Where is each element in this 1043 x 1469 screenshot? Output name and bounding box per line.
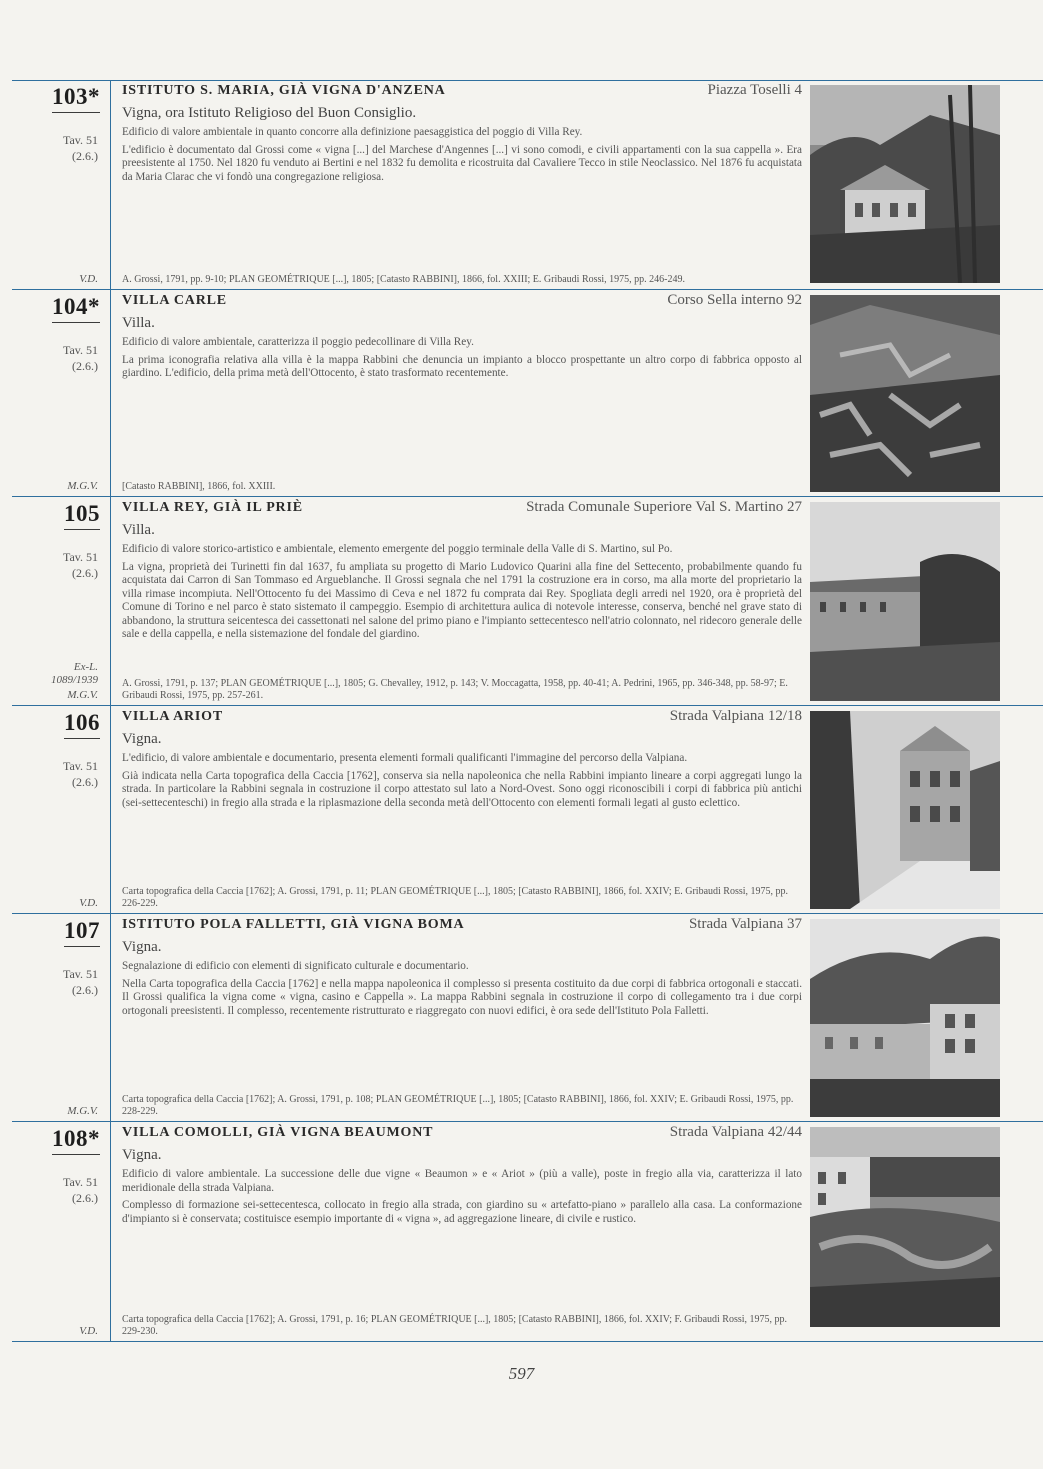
description-paragraph: Complesso di formazione sei-settecentesca, collocato in fregio alla strada, con giardino su « artefatto-piano » parallelo alla casa. La conformazione d'impianto si è conservata; costituisce esempio importante di « vigna », ad aggregazione lineare, di civile e rustico. xyxy=(122,1199,802,1225)
building-photo xyxy=(810,295,1000,492)
entry-description xyxy=(122,543,802,646)
catalog-entry-108 xyxy=(12,1122,1043,1342)
entry-type: Vigna. xyxy=(122,939,162,955)
entry-number: 105 xyxy=(64,501,100,530)
plate-label: Tav. 51 xyxy=(62,343,98,357)
building-photo xyxy=(810,85,1000,283)
entry-address: Piazza Toselli 4 xyxy=(707,82,802,98)
entry-content xyxy=(122,706,802,913)
plate-section: (2.6.) xyxy=(72,1191,98,1205)
legal-label: Ex-L. xyxy=(73,661,98,673)
author-initials: M.G.V. xyxy=(67,689,98,701)
entry-address: Strada Valpiana 42/44 xyxy=(669,1124,802,1140)
author-initials: M.G.V. xyxy=(67,1105,98,1117)
catalog-entry-107 xyxy=(12,914,1043,1122)
description-paragraph: Già indicata nella Carta topografica della Caccia [1762], conserva sia nella napoleonica che nella Rabbini impianto lineare a corpi aggregati lungo la strada. In particolare la Rabbini segnala in costruzione il corpo attestato sul lato a Nord-Ovest. Sono oggi riconoscibili i corpi di fabbrica più antichi (sei-settecenteschi) in fregio alla strada e la riplasmazione della seconda metà dell'Ottocento con elementi formali legati al gusto eclettico. xyxy=(122,769,802,809)
entry-description xyxy=(122,1168,802,1230)
entry-number: 107 xyxy=(64,918,100,947)
description-paragraph: La prima iconografia relativa alla villa è la mappa Rabbini che denuncia un impianto a blocco prospettante un altro corpo di fabbrica opposto al giardino. L'edificio, della prima metà dell'Ottocento, è stato trasformato recentemente. xyxy=(122,353,802,379)
entry-title: VILLA COMOLLI, GIÀ VIGNA BEAUMONT xyxy=(122,1125,434,1140)
building-photo xyxy=(810,502,1000,701)
bibliography: [Catasto RABBINI], 1866, fol. XXIII. xyxy=(122,481,276,492)
plate-reference xyxy=(63,342,98,374)
description-paragraph: Edificio di valore ambientale, caratterizza il poggio pedecollinare di Villa Rey. xyxy=(122,336,474,348)
description-paragraph: Edificio di valore ambientale in quanto concorre alla definizione paesaggistica del poggio di Villa Rey. xyxy=(122,126,583,138)
description-paragraph: Nella Carta topografica della Caccia [1762] e nella mappa napoleonica il complesso si presenta costituito da due corpi di fabbrica ortogonali e staccati. Il Grossi qualifica la vigna come « vigna, casino e Cappella ». La mappa Rabbini segnala in costruzione il corpo di collegamento tra i due corpi ortogonali preesistenti. Il complesso, recentemente ristrutturato e riaggregato con nuovi edifici, è ora sede dell'Istituto Pola Falletti. xyxy=(122,977,802,1017)
entry-description xyxy=(122,752,802,814)
plate-section: (2.6.) xyxy=(72,775,98,789)
photo-image xyxy=(810,85,1000,283)
title-row xyxy=(122,1125,802,1143)
entry-number: 106 xyxy=(64,710,100,739)
photo-image xyxy=(810,1127,1000,1327)
author-initials: V.D. xyxy=(79,897,98,909)
plate-label: Tav. 51 xyxy=(62,133,98,147)
description-paragraph: Edificio di valore ambientale. La successione delle due vigne « Beaumon » e « Ariot » (più a valle), poste in fregio alla via, caratterizza il lato meridionale della strada Valpiana. xyxy=(122,1168,802,1194)
description-paragraph: L'edificio, di valore ambientale e documentario, presenta elementi formali qualificanti l'immagine del percorso della Valpiana. xyxy=(122,752,688,764)
entry-title: VILLA ARIOT xyxy=(122,709,223,724)
catalog-entry-103 xyxy=(12,80,1043,290)
catalog-entry-106 xyxy=(12,706,1043,914)
title-row xyxy=(122,917,802,935)
title-row xyxy=(122,293,802,311)
plate-section: (2.6.) xyxy=(72,566,98,580)
plate-reference xyxy=(63,758,98,790)
description-paragraph: Edificio di valore storico-artistico e ambientale, elemento emergente del poggio terminale della Valle di S. Martino, sul Po. xyxy=(122,543,673,555)
entry-content xyxy=(122,497,802,705)
entry-sidebar xyxy=(12,80,111,289)
title-row xyxy=(122,83,802,101)
author-initials: V.D. xyxy=(79,1325,98,1337)
entry-title: ISTITUTO S. MARIA, GIÀ VIGNA D'ANZENA xyxy=(122,83,446,98)
photo-image xyxy=(810,502,1000,701)
entry-type: Villa. xyxy=(122,315,155,331)
entry-number: 108* xyxy=(52,1126,100,1155)
description-paragraph: L'edificio è documentato dal Grossi come « vigna [...] del Marchese d'Angennes [...] vi sono comodi, e civili appartamenti con la sua cappella ». Era preesistente al 1750. Nel 1820 fu venduto ai Bertini e nel 1832 fu demolita e ricostruita dal Cavaliere Tecco in stile Neoclassico. Nel 1876 fu acquistata da Maria Clarac che vi fondò una congregazione religiosa. xyxy=(122,143,802,183)
photo-image xyxy=(810,295,1000,492)
bibliography: Carta topografica della Caccia [1762]; A. Grossi, 1791, p. 16; PLAN GEOMÉTRIQUE [...], 1805; [Catasto RABBINI], 1866, fol. XXIV; F. Gribaudi Rossi, 1975, pp. 229-230. xyxy=(122,1314,788,1337)
entry-sidebar xyxy=(12,1122,111,1341)
entry-address: Corso Sella interno 92 xyxy=(667,292,802,308)
building-photo xyxy=(810,711,1000,909)
entry-title: VILLA REY, GIÀ IL PRIÈ xyxy=(122,500,303,515)
entry-type: Vigna, ora Istituto Religioso del Buon Consiglio. xyxy=(122,105,417,121)
entry-content xyxy=(122,1122,802,1341)
photo-image xyxy=(810,919,1000,1117)
entry-description xyxy=(122,336,802,385)
entry-type: Villa. xyxy=(122,522,155,538)
entry-title: ISTITUTO POLA FALLETTI, GIÀ VIGNA BOMA xyxy=(122,917,465,932)
entry-type: Vigna. xyxy=(122,731,162,747)
description-paragraph: La vigna, proprietà dei Turinetti fin dal 1637, fu ampliata su progetto di Mario Ludovico Quarini alla fine del Settecento, probabilmente quando fu acquistata dai Carron di San Tommaso ed Argueblanche. Il Grossi segnala che nel 1791 la costruzione era in corso, ma alla morte del proprietario la villa rimase incompiuta. Nell'Ottocento fu dei Massimo di Ceva e nel 1872 fu comprata dai Rey. Spogliata degli arredi nel 1920, ora è proprietà del Comune di Torino e nel parco è stato sistemato il campeggio. Esempio di architettura aulica di notevole interesse, conserva, benché nel grave stato di abbandono, la struttura seicentesca dei cassettonati nel salone del primo piano e l'impianto settecentesco nell'atrio colonnato, nel ridecoro generale delle sale e della cappella, e nella sistemazione del fondale del giardino. xyxy=(122,560,802,640)
plate-reference xyxy=(63,549,98,581)
entry-address: Strada Valpiana 37 xyxy=(688,916,802,932)
building-photo xyxy=(810,1127,1000,1327)
page-number: 597 xyxy=(508,1364,535,1383)
catalog-entry-104 xyxy=(12,290,1043,497)
building-photo xyxy=(810,919,1000,1117)
plate-section: (2.6.) xyxy=(72,149,98,163)
bibliography: Carta topografica della Caccia [1762]; A. Grossi, 1791, p. 11; PLAN GEOMÉTRIQUE [...], 1805; [Catasto RABBINI], 1866, fol. XXIV; E. Gribaudi Rossi, 1975, pp. 226-229. xyxy=(122,886,789,909)
catalog-entry-105 xyxy=(12,497,1043,706)
plate-section: (2.6.) xyxy=(72,359,98,373)
author-initials: M.G.V. xyxy=(67,480,98,492)
entry-description xyxy=(122,126,802,188)
photo-image xyxy=(810,711,1000,909)
entry-content xyxy=(122,914,802,1121)
legal-number: 1089/1939 xyxy=(50,674,98,686)
description-paragraph: Segnalazione di edificio con elementi di significato culturale e documentario. xyxy=(122,960,469,972)
legal-reference xyxy=(51,661,98,687)
entry-content xyxy=(122,290,802,496)
bibliography: A. Grossi, 1791, p. 137; PLAN GEOMÉTRIQUE [...], 1805; G. Chevalley, 1912, p. 143; V. Moccagatta, 1958, pp. 40-41; A. Pedrini, 1965, pp. 346-348, pp. 58-97; E. Gribaudi Rossi, 1975, pp. 257-261. xyxy=(122,678,788,701)
title-row xyxy=(122,709,802,727)
plate-label: Tav. 51 xyxy=(62,550,98,564)
plate-reference xyxy=(63,132,98,164)
entry-content xyxy=(122,80,802,289)
entry-description xyxy=(122,960,802,1022)
plate-label: Tav. 51 xyxy=(62,1175,98,1189)
title-row xyxy=(122,500,802,518)
plate-label: Tav. 51 xyxy=(62,759,98,773)
entry-title: VILLA CARLE xyxy=(122,293,227,308)
bibliography: A. Grossi, 1791, pp. 9-10; PLAN GEOMÉTRIQUE [...], 1805; [Catasto RABBINI], 1866, fol. XXIII; E. Gribaudi Rossi, 1975, pp. 246-249. xyxy=(122,274,686,285)
entry-number: 104* xyxy=(52,294,100,323)
plate-label: Tav. 51 xyxy=(62,967,98,981)
entry-sidebar xyxy=(12,290,111,496)
entry-sidebar xyxy=(12,706,111,913)
author-initials: V.D. xyxy=(79,273,98,285)
plate-section: (2.6.) xyxy=(72,983,98,997)
entry-type: Vigna. xyxy=(122,1147,162,1163)
plate-reference xyxy=(63,966,98,998)
plate-reference xyxy=(63,1174,98,1206)
entry-address: Strada Comunale Superiore Val S. Martino 27 xyxy=(526,499,802,515)
entry-sidebar xyxy=(12,914,111,1121)
entry-address: Strada Valpiana 12/18 xyxy=(669,708,802,724)
entry-number: 103* xyxy=(52,84,100,113)
bibliography: Carta topografica della Caccia [1762]; A. Grossi, 1791, p. 108; PLAN GEOMÉTRIQUE [...], 1805; [Catasto RABBINI], 1866, fol. XXIV; E. Gribaudi Rossi, 1975, pp. 228-229. xyxy=(122,1094,794,1117)
entry-sidebar xyxy=(12,497,111,705)
